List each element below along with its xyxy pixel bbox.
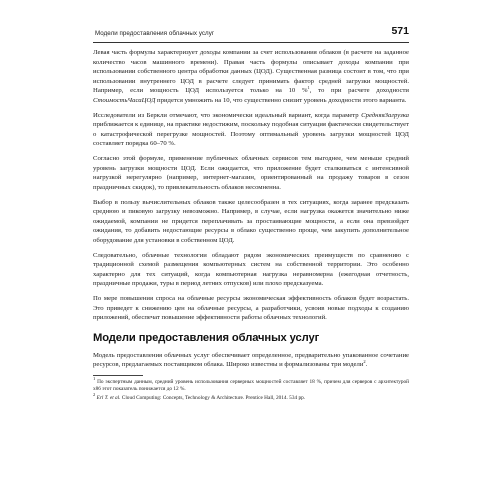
footnote-list	[93, 375, 409, 403]
body-paragraph	[93, 294, 409, 323]
text-run: .	[365, 361, 368, 368]
text-run: , то при расчете доходности	[309, 87, 410, 94]
italic-term: СредняяЗагрузка	[361, 111, 409, 119]
page-number: 571	[391, 25, 409, 37]
footnote-rule	[93, 375, 143, 376]
body-paragraph	[93, 198, 409, 246]
text-run: Cloud Computing: Concepts, Technology & Architecture. Prentice Hall, 2014. 534 pp.	[120, 395, 306, 402]
text-run: Согласно этой формуле, применение публичных облачных сервисов тем выгоднее, чем меньше средний уровень загрузки мощности ЦОД. Если ожидается, что приложение будет сталкиваться с интенсивной нагрузкой нерегулярно (например, интернет-магазин, ориентированный на продажу товаров в сезон праздничных скидок), то привлекательность облаков несомненна.	[93, 155, 409, 191]
section-heading: Модели предоставления облачных услуг	[93, 331, 320, 344]
text-run: Следовательно, облачные технологии обладают рядом экономических преимуществ по сравнению с традиционной схемой размещения компьютерных систем на собственной территории. Это особенно характерно для тех ситуаций, когда компьютерная нагрузка неравномерна (ежегодная отчетность, праздничные продажи, туры в период летних отпусков) или плохо предсказуема.	[93, 251, 409, 287]
footnotes	[93, 375, 409, 403]
body-paragraph	[93, 111, 409, 149]
footnote	[93, 392, 409, 403]
footnote-marker: 2	[363, 358, 366, 364]
body-paragraph	[93, 251, 409, 289]
text-run: Модель предоставления облачных услуг обеспечивает определенное, предварительно упакованное сочетание ресурсов, предлагаемых поставщиком облака. Широко известны и формализованы три модели	[93, 351, 409, 368]
text-run: Левая часть формулы характеризует доходы компании за счет использования облаков (в расчете на заданное количество часов машинного времени). Правая часть формулы описывает доходы компании при использовании собственного центра обработки данных (ЦОД). Существенная разница состоит в том, что при использовании внутреннего ЦОД в расчете следует принимать фактор средней загрузки мощностей. Например, если мощность ЦОД используется только на 10 %	[93, 49, 409, 94]
body-paragraphs	[93, 48, 409, 323]
footnote-marker: 2	[93, 392, 96, 398]
body-paragraph	[93, 48, 409, 105]
text-run: По экспертным данным, средний уровень использования серверных мощностей составляет 18 %, причем для серверов с архитектурой x86 этот показатель понижается до 12 %.	[93, 378, 409, 393]
footnote	[93, 375, 409, 398]
text-run: приближается к единице, на практике недостижим, поскольку подобная ситуация фактически свидетельствует о катастрофической перегрузке мощностей. Поэтому оптимальный уровень загрузки мощностей ЦОД составляет порядка 60–70 %.	[93, 121, 409, 147]
body-paragraph	[93, 154, 409, 192]
footnote-marker: 1	[93, 375, 96, 381]
page-content	[93, 48, 409, 404]
text-run: придется умножить на 10, что существенно снизит уровень доходности этого варианта.	[155, 96, 407, 104]
italic-term: СтоимостьЧасаЦОД	[93, 96, 156, 104]
running-header	[93, 24, 409, 43]
header-rule	[93, 42, 409, 43]
text-run: Выбор в пользу вычислительных облаков также целесообразен в тех ситуациях, когда заранее предсказать среднюю и пиковую загрузку невозможно. Например, в случае, если нагрузка окажется значительно ниже ожидаемой, компании не придется переплачивать за простаивающие мощности, а если она превзойдет ожидания, то добавить недостающие ресурсы в облако существенно проще, чем закупить дополнительное оборудование для установки в собственном ЦОД.	[93, 198, 409, 244]
italic-term: Erl T. et al.	[96, 395, 121, 402]
footnote-marker: 1	[307, 84, 310, 90]
section-paragraph	[93, 351, 409, 370]
text-run: Исследователи из Беркли отмечают, что экономически идеальный вариант, когда параметр	[93, 111, 362, 119]
text-run: По мере повышения спроса на облачные ресурсы экономическая эффективность облаков будет возрастать. Это приведет к снижению цен на облачные ресурсы, а разработчики, усвоив новые подходы к созданию приложений, обеспечат повышение эффективности работы облачных технологий.	[93, 295, 409, 321]
running-header-title: Модели предоставления облачных услуг	[95, 30, 215, 37]
